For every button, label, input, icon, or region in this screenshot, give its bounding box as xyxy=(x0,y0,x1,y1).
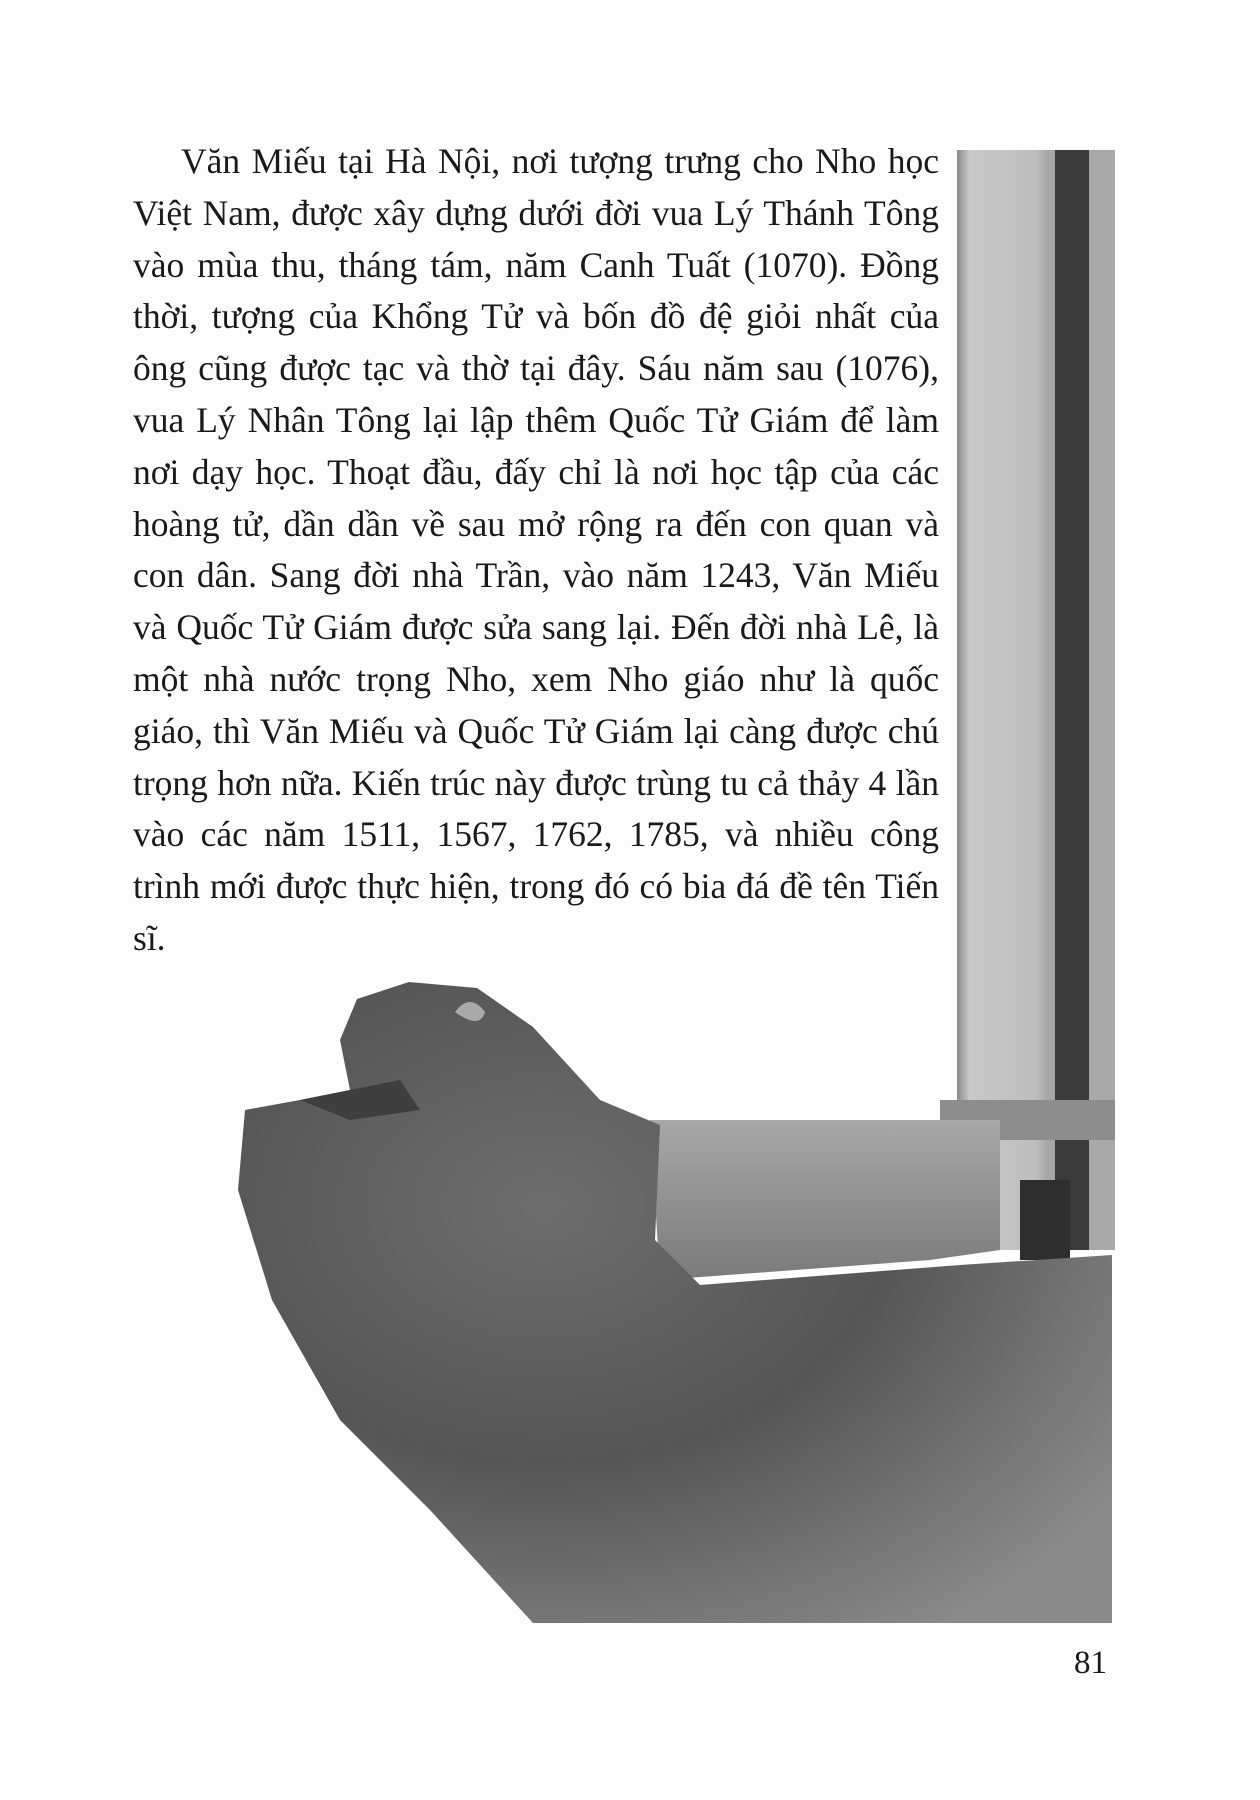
body-paragraph: Văn Miếu tại Hà Nội, nơi tượng trưng cho Nho học Việt Nam, được xây dựng dưới đời vua Lý Thánh Tông vào mùa thu, tháng tám, năm Canh Tuất (1070). Đồng thời, tượng của Khổng Tử và bốn đồ đệ giỏi nhất của ông cũng được tạc và thờ tại đây. Sáu năm sau (1076), vua Lý Nhân Tông lại lập thêm Quốc Tử Giám để làm nơi dạy học. Thoạt đầu, đấy chỉ là nơi học tập của các hoàng tử, dần dần về sau mở rộng ra đến con quan và con dân. Sang đời nhà Trần, vào năm 1243, Văn Miếu và Quốc Tử Giám được sửa sang lại. Đến đời nhà Lê, là một nhà nước trọng Nho, xem Nho giáo như là quốc giáo, thì Văn Miếu và Quốc Tử Giám lại càng được chú trọng hơn nữa. Kiến trúc này được trùng tu cả thảy 4 lần vào các năm 1511, 1567, 1762, 1785, và nhiều công trình mới được thực hiện, trong đó có bia đá đề tên Tiến sĩ. xyxy=(133,141,939,958)
stele-pillar xyxy=(940,150,1115,1260)
stone-slab-base xyxy=(650,1120,1000,1280)
page-number: 81 xyxy=(1074,1645,1107,1681)
